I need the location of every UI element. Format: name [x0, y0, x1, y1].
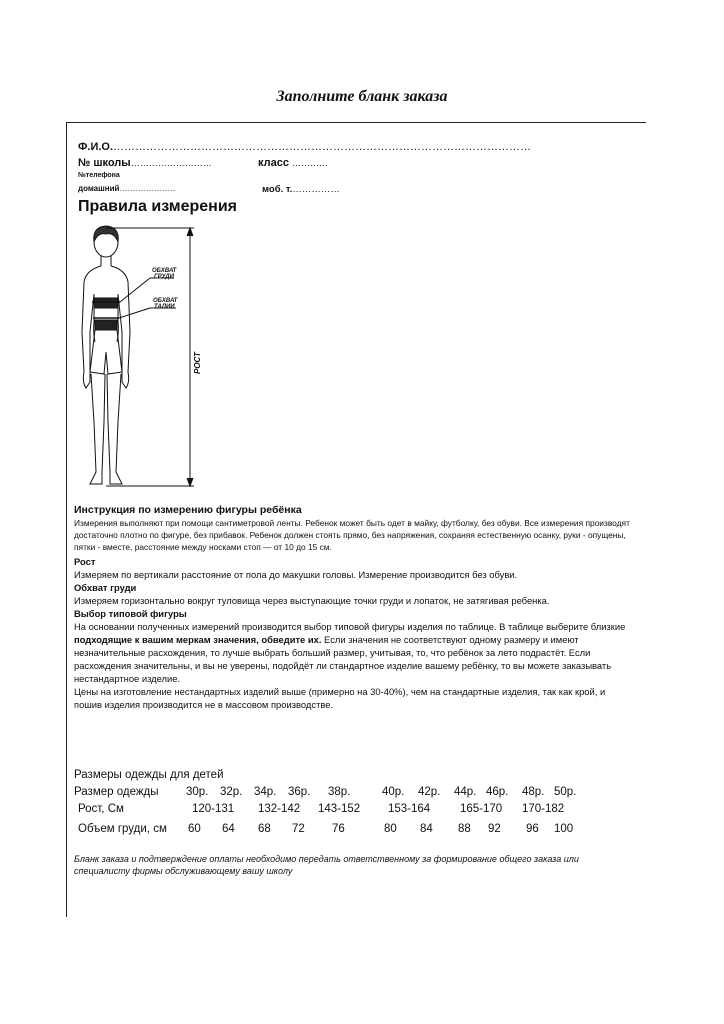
size-cell[interactable]: 34р.: [254, 786, 277, 798]
size-cell[interactable]: 36р.: [288, 786, 311, 798]
chest-cell[interactable]: 72: [292, 823, 305, 835]
figure-left-leg: [90, 374, 105, 484]
waist-label-line1: ОБХВАТ: [153, 298, 178, 304]
height-cell[interactable]: 120-131: [192, 803, 235, 815]
size-cell[interactable]: 48р.: [522, 786, 545, 798]
size-cell[interactable]: 46р.: [486, 786, 509, 798]
height-cell[interactable]: 132-142: [258, 803, 301, 815]
choice-text: [74, 620, 634, 685]
chest-cell[interactable]: 60: [188, 823, 201, 835]
choice-text-part2: Если значения не соответствуют одному размеру и имеют незначительные расхождения, то лучше выбрать больший размер, учитывая, то, что ребёнок за лето подрастёт. Если расхождения значительны, и вы не уверены, подойдёт ли стандартное изделие вашему ребёнку, то вы можете заказывать нестандартное изделие.: [74, 634, 612, 684]
chest-pointer-line: [120, 278, 150, 302]
chest-cell[interactable]: 92: [488, 823, 501, 835]
mobile-phone-dots: ……………: [292, 184, 340, 195]
footer-note: Бланк заказа и подтверждение оплаты необходимо передать ответственному за формирование общего заказа или специалисту фирмы обслуживающему вашу школу: [74, 854, 579, 876]
height-label: РОСТ: [193, 352, 202, 374]
size-cell[interactable]: 42р.: [418, 786, 441, 798]
school-dots: ………………………: [130, 158, 212, 168]
chest-title: Обхват груди: [74, 582, 137, 593]
school-field[interactable]: [78, 157, 212, 169]
chest-cell[interactable]: 96: [526, 823, 539, 835]
chest-cell[interactable]: 84: [420, 823, 433, 835]
chest-cell[interactable]: 80: [384, 823, 397, 835]
size-cell[interactable]: 32р.: [220, 786, 243, 798]
chest-cell[interactable]: 76: [332, 823, 345, 835]
fio-field[interactable]: [78, 141, 531, 153]
home-phone-label: домашний: [78, 184, 120, 193]
price-text: Цены на изготовление нестандартных изделий выше (примерно на 30-40%), чем на стандартные изделия, так как крой, и пошив изделия производится не в массовом производстве.: [74, 686, 606, 710]
measurement-figure: [76, 222, 216, 494]
fio-label: Ф.И.О.: [78, 141, 114, 153]
page-title: Заполните бланк заказа: [276, 88, 448, 105]
size-cell[interactable]: 44р.: [454, 786, 477, 798]
sizes-table: [74, 767, 634, 838]
school-label: № школы: [78, 157, 131, 169]
mobile-phone-field[interactable]: [262, 184, 340, 195]
home-phone-field[interactable]: [78, 184, 175, 193]
figure-right-leg: [107, 374, 122, 484]
fio-dots: ……………………………………………………………………………………………………: [113, 141, 532, 153]
row-label-size: Размер одежды: [74, 786, 159, 798]
instructions-block: [74, 504, 634, 711]
form-frame-left-line: [66, 122, 67, 917]
figure-bra: [94, 298, 118, 308]
size-cell[interactable]: 38р.: [328, 786, 351, 798]
class-label: класс: [258, 157, 289, 169]
sizes-row: [74, 784, 634, 801]
height-cell[interactable]: 170-182: [522, 803, 565, 815]
height-cell[interactable]: 153-164: [388, 803, 431, 815]
chest-row: [74, 821, 634, 838]
size-cell[interactable]: 30р.: [186, 786, 209, 798]
waist-pointer-line: [119, 308, 150, 318]
size-cell[interactable]: 40р.: [382, 786, 405, 798]
rules-heading: Правила измерения: [78, 198, 237, 215]
chest-cell[interactable]: 100: [554, 823, 574, 835]
choice-title: Выбор типовой фигуры: [74, 608, 187, 619]
chest-text: Измеряем горизонтально вокруг туловища через выступающие точки груди и лопаток, не затягивая ребенка.: [74, 595, 550, 606]
chest-cell[interactable]: 64: [222, 823, 235, 835]
instructions-title: Инструкция по измерению фигуры ребёнка: [74, 504, 302, 516]
figure-waistband: [95, 320, 117, 330]
mobile-phone-label: моб. т.: [262, 184, 293, 195]
row-label-height: Рост, См: [78, 803, 124, 815]
instructions-intro: Измерения выполняют при помощи сантиметровой ленты. Ребенок может быть одет в майку, футболку, без обуви. Все измерения производят достаточно плотно по фигуре, без прибавок. Ребенок должен стоять прямо, без напряжения, сохраняя естественную осанку, руки - опущены, пятки - вместе, расстояние между носками стоп — от 10 до 15 см.: [74, 518, 630, 552]
sizes-title: Размеры одежды для детей: [74, 769, 224, 781]
height-title: Рост: [74, 556, 96, 567]
chest-cell[interactable]: 68: [258, 823, 271, 835]
row-label-chest: Объем груди, см: [78, 823, 167, 835]
waist-label-line2: ТАЛИИ: [154, 304, 175, 310]
height-row: [74, 801, 634, 818]
height-cell[interactable]: 143-152: [318, 803, 361, 815]
height-dim-arrow-bottom: [187, 478, 193, 486]
height-cell[interactable]: 165-170: [460, 803, 503, 815]
phone-label: №телефона: [78, 172, 120, 179]
class-field[interactable]: [258, 157, 328, 169]
chest-label-line1: ОБХВАТ: [152, 268, 177, 274]
chest-cell[interactable]: 88: [458, 823, 471, 835]
choice-text-bold: подходящие к вашим меркам значения, обведите их.: [74, 634, 322, 645]
chest-label-line2: ГРУДИ: [154, 274, 174, 280]
size-cell[interactable]: 50р.: [554, 786, 577, 798]
height-dim-arrow-top: [187, 228, 193, 236]
class-dots: …………: [292, 158, 329, 168]
figure-shorts: [90, 330, 122, 374]
height-text: Измеряем по вертикали расстояние от пола до макушки головы. Измерение производится без обуви.: [74, 569, 518, 580]
form-frame-top-line: [66, 122, 646, 123]
home-phone-dots: …………………: [119, 184, 176, 193]
choice-text-part1: На основании полученных измерений производится выбор типовой фигуры изделия по таблице. В таблице выберите близкие: [74, 621, 626, 632]
